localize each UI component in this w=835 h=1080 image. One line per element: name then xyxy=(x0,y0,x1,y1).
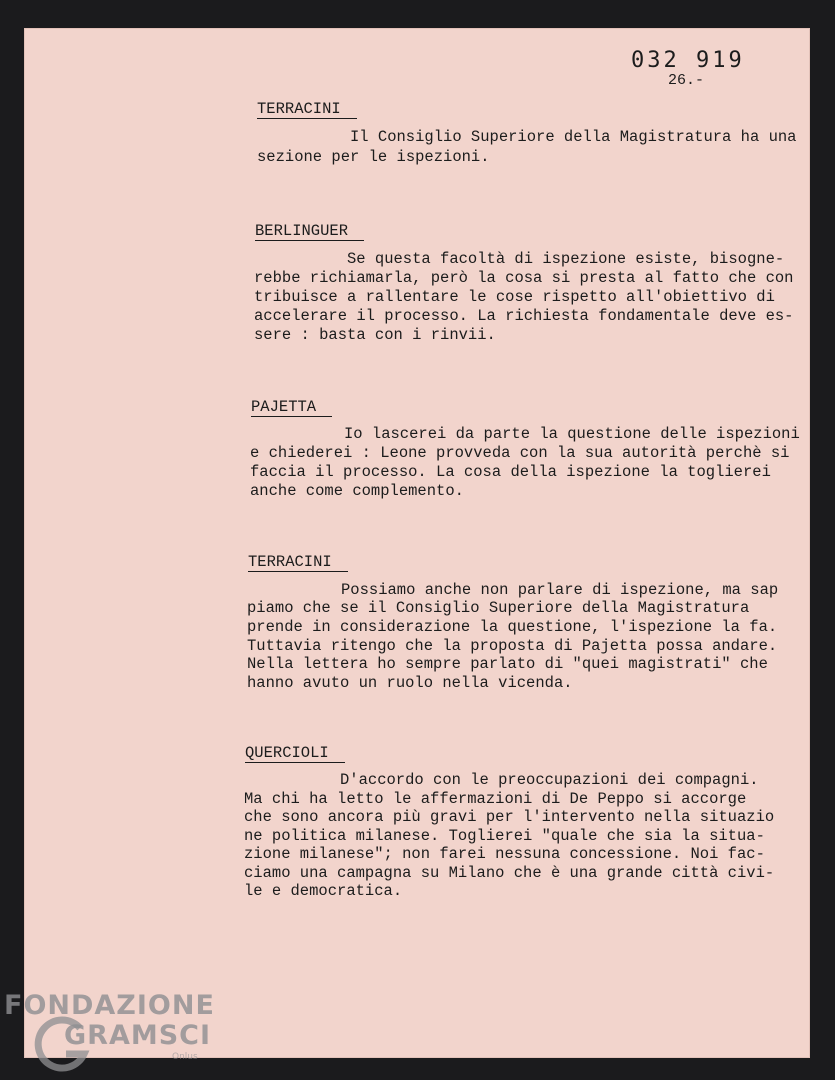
document-page xyxy=(24,28,810,1058)
paragraph-line: prende in considerazione la questione, l'ispezione la fa. xyxy=(247,618,778,636)
watermark-line-2: GRAMSCI xyxy=(64,1020,212,1051)
paragraph-line: sere : basta con i rinvii. xyxy=(254,326,496,344)
paragraph-line: Tuttavia ritengo che la proposta di Pajetta possa andare. xyxy=(247,637,778,655)
paragraph-line: hanno avuto un ruolo nella vicenda. xyxy=(247,674,573,692)
paragraph-line: Il Consiglio Superiore della Magistratura ha una xyxy=(350,128,797,146)
paragraph-line: e chiederei : Leone provveda con la sua autorità perchè si xyxy=(250,444,790,462)
paragraph-line: ciamo una campagna su Milano che è una grande città civi- xyxy=(244,864,775,882)
speaker-name: BERLINGUER xyxy=(255,222,364,241)
paragraph-line: Io lascerei da parte la questione delle ispezioni xyxy=(344,425,800,443)
paragraph-line: sezione per le ispezioni. xyxy=(257,148,490,166)
speaker-name: TERRACINI xyxy=(257,100,357,119)
speaker-name: TERRACINI xyxy=(248,553,348,572)
speaker-name: PAJETTA xyxy=(251,398,332,417)
paragraph-line: anche come complemento. xyxy=(250,482,464,500)
paragraph-line: piamo che se il Consiglio Superiore della Magistratura xyxy=(247,599,750,617)
paragraph-line: rebbe richiamarla, però la cosa si presta al fatto che con xyxy=(254,269,794,287)
page-number: 26.- xyxy=(668,72,705,89)
paragraph-line: che sono ancora più gravi per l'intervento nella situazio xyxy=(244,808,775,826)
paragraph-line: zione milanese"; non farei nessuna concessione. Noi fac- xyxy=(244,845,765,863)
paragraph-line: ne politica milanese. Toglierei "quale che sia la situa- xyxy=(244,827,765,845)
paragraph-line: tribuisce a rallentare le cose rispetto all'obiettivo di xyxy=(254,288,775,306)
paragraph-line: D'accordo con le preoccupazioni dei compagni. xyxy=(340,771,759,789)
paragraph-line: Nella lettera ho sempre parlato di "quei magistrati" che xyxy=(247,655,768,673)
paragraph-line: accelerare il processo. La richiesta fondamentale deve es- xyxy=(254,307,794,325)
fondazione-gramsci-watermark xyxy=(4,990,214,1080)
paragraph-line: Possiamo anche non parlare di ispezione, ma sap xyxy=(341,581,779,599)
archive-reference-number: 032 919 xyxy=(631,48,745,73)
paragraph-line: Ma chi ha letto le affermazioni di De Peppo si accorge xyxy=(244,790,747,808)
watermark-line-1: FONDAZIONE xyxy=(4,990,215,1021)
paragraph-line: faccia il processo. La cosa della ispezione la toglierei xyxy=(250,463,771,481)
paragraph-line: Se questa facoltà di ispezione esiste, bisogne- xyxy=(347,250,785,268)
speaker-name: QUERCIOLI xyxy=(245,744,345,763)
watermark-line-3: Onlus xyxy=(172,1052,198,1062)
paragraph-line: le e democratica. xyxy=(244,882,403,900)
